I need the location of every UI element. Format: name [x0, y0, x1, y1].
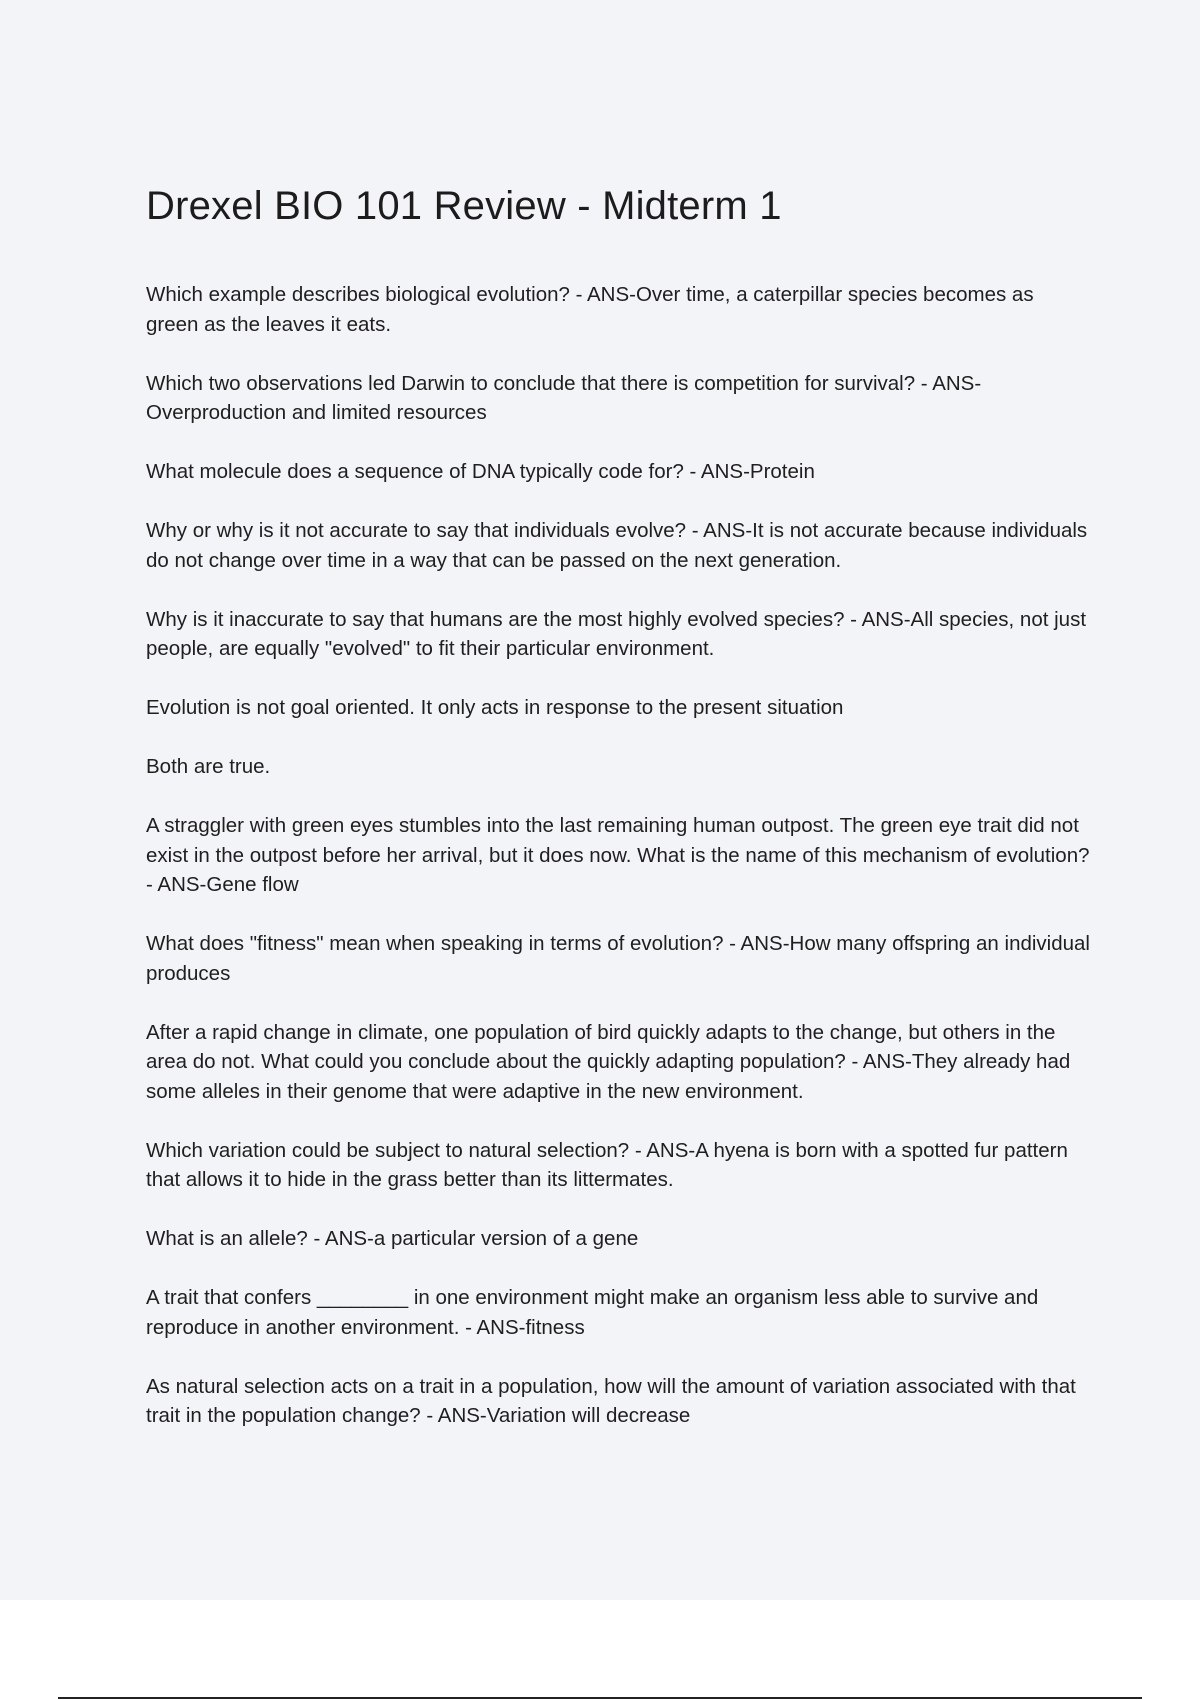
qa-item: A trait that confers ________ in one environment might make an organism less able to survive and reproduce in another environment. - ANS-fitness	[146, 1286, 1039, 1339]
qa-item: Which two observations led Darwin to conclude that there is competition for survival? - ANS-Overproduction and limited resources	[146, 371, 982, 424]
qa-item: After a rapid change in climate, one population of bird quickly adapts to the change, but others in the area do not. What could you conclude about the quickly adapting population? - ANS-They already had some alleles in their genome that were adaptive in the new environment.	[146, 1020, 1071, 1103]
qa-item: As natural selection acts on a trait in a population, how will the amount of variation associated with that trait in the population change? - ANS-Variation will decrease	[146, 1374, 1076, 1427]
qa-item: A straggler with green eyes stumbles into the last remaining human outpost. The green eye trait did not exist in the outpost before her arrival, but it does now. What is the name of this mechanism of evolution? - ANS-Gene flow	[146, 814, 1090, 896]
qa-item: Why is it inaccurate to say that humans are the most highly evolved species? - ANS-All species, not just people, are equally "evolved" to fit their particular environment.	[146, 607, 1087, 660]
qa-item: Both are true.	[146, 755, 271, 778]
qa-item: Which variation could be subject to natural selection? - ANS-A hyena is born with a spotted fur pattern that allows it to hide in the grass better than its littermates.	[146, 1138, 1068, 1191]
qa-item: Why or why is it not accurate to say that individuals evolve? - ANS-It is not accurate because individuals do not change over time in a way that can be passed on the next generation.	[146, 519, 1088, 572]
qa-item: What molecule does a sequence of DNA typically code for? - ANS-Protein	[146, 460, 815, 483]
footer-divider	[58, 1697, 1142, 1699]
qa-list	[146, 280, 1091, 1460]
qa-item: Evolution is not goal oriented. It only acts in response to the present situation	[146, 696, 844, 719]
qa-item: Which example describes biological evolution? - ANS-Over time, a caterpillar species becomes as green as the leaves it eats.	[146, 283, 1034, 336]
qa-item: What is an allele? - ANS-a particular version of a gene	[146, 1227, 639, 1250]
qa-item: What does "fitness" mean when speaking in terms of evolution? - ANS-How many offspring an individual produces	[146, 932, 1090, 985]
page-title: Drexel BIO 101 Review - Midterm 1	[146, 184, 782, 228]
